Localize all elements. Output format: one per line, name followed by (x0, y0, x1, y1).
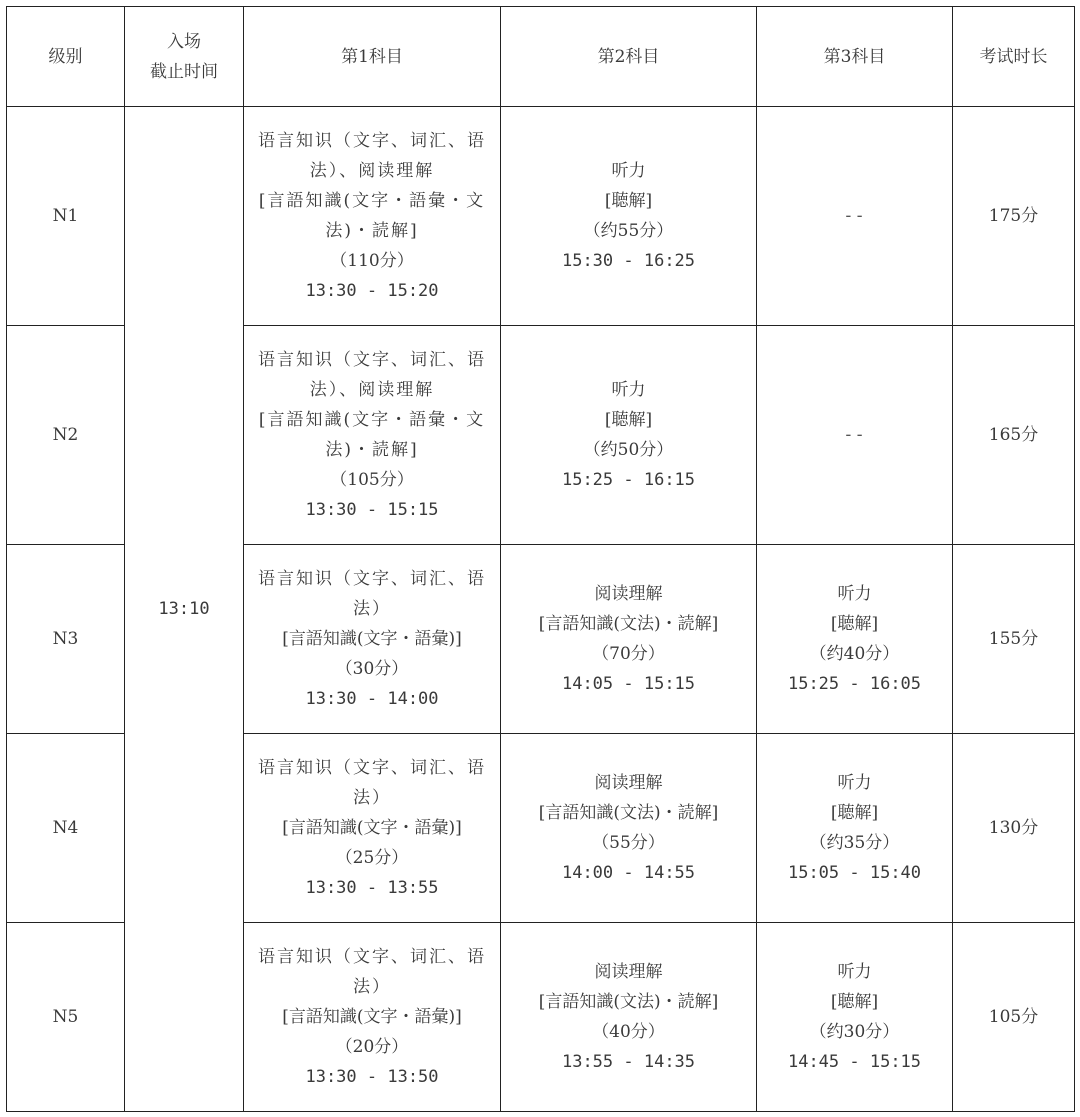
subject1-duration: （110分） (330, 251, 414, 271)
subject1-japanese: [言語知識(文字・語彙)] (282, 1007, 462, 1027)
subject3-japanese: [聴解] (830, 992, 879, 1012)
subject1-duration: （25分） (335, 848, 409, 868)
subject3-cell (757, 734, 953, 923)
subject2-time: 15:25 - 16:15 (561, 470, 696, 490)
total-duration: 175分 (988, 206, 1039, 226)
header-subject1-label: 第1科目 (341, 46, 403, 67)
subject1-time: 13:30 - 15:20 (305, 281, 439, 301)
subject3-duration: （约40分） (809, 644, 900, 664)
subject2-name: 听力 (611, 380, 646, 400)
total-duration: 105分 (988, 1007, 1039, 1027)
total-duration: 130分 (988, 818, 1039, 838)
subject2-japanese: [言語知識(文法)・読解] (538, 614, 719, 634)
subject2-name: 阅读理解 (594, 773, 663, 793)
subject2-duration: （约50分） (583, 440, 674, 460)
header-subject1 (244, 7, 501, 107)
header-row (7, 7, 1075, 107)
subject1-japanese: [言語知識(文字・語彙・文法)・読解] (258, 410, 486, 460)
subject2-duration: （约55分） (583, 221, 674, 241)
subject3-japanese: [聴解] (830, 803, 879, 823)
subject1-cell (244, 545, 501, 734)
subject3-time: 14:45 - 15:15 (787, 1052, 922, 1072)
subject2-cell (501, 923, 757, 1112)
subject2-cell (501, 734, 757, 923)
cutoff-time: 13:10 (158, 599, 210, 619)
subject1-time: 13:30 - 13:50 (305, 1067, 439, 1087)
subject3-name: 听力 (837, 584, 872, 604)
subject2-cell (501, 326, 757, 545)
subject1-cell (244, 923, 501, 1112)
header-subject3-label: 第3科目 (823, 46, 886, 67)
header-cutoff-line1: 入场 (167, 31, 201, 52)
total-cell (953, 326, 1075, 545)
header-subject2 (501, 7, 757, 107)
subject2-name: 阅读理解 (594, 962, 663, 982)
total-cell (953, 923, 1075, 1112)
subject2-name: 听力 (611, 161, 646, 181)
header-cutoff-line2: 截止时间 (150, 61, 218, 82)
subject3-japanese: [聴解] (830, 614, 879, 634)
header-total (953, 7, 1075, 107)
subject3-duration: （约35分） (809, 833, 900, 853)
subject3-duration: （约30分） (809, 1022, 900, 1042)
subject3-time: 15:05 - 15:40 (787, 863, 922, 883)
level-cell (7, 923, 125, 1112)
subject2-cell (501, 107, 757, 326)
subject3-time: 15:25 - 16:05 (787, 674, 922, 694)
subject2-japanese: [聴解] (604, 191, 653, 211)
header-subject3 (757, 7, 953, 107)
subject2-name: 阅读理解 (594, 584, 663, 604)
subject1-duration: （30分） (335, 659, 409, 679)
subject2-duration: （55分） (592, 833, 665, 853)
header-subject2-label: 第2科目 (597, 46, 660, 67)
level-cell (7, 326, 125, 545)
table-row (7, 107, 1075, 326)
level-cell (7, 545, 125, 734)
level-label: N5 (52, 1007, 79, 1027)
cutoff-cell (125, 107, 244, 1112)
subject3-cell (757, 923, 953, 1112)
level-label: N2 (52, 425, 79, 445)
total-duration: 165分 (988, 425, 1039, 445)
level-label: N4 (52, 818, 79, 838)
subject2-time: 14:05 - 15:15 (561, 674, 696, 694)
subject1-name: 语言知识（文字、词汇、语法）、阅读理解 (258, 350, 486, 400)
subject1-duration: （105分） (330, 470, 414, 490)
subject1-name: 语言知识（文字、词汇、语法） (258, 947, 486, 997)
subject1-cell (244, 734, 501, 923)
subject2-japanese: [言語知識(文法)・読解] (538, 992, 719, 1012)
subject1-cell (244, 326, 501, 545)
subject3-cell (757, 107, 953, 326)
subject3-cell (757, 326, 953, 545)
subject3-name: 听力 (837, 773, 872, 793)
subject3-empty: -- (843, 425, 866, 445)
level-label: N3 (52, 629, 79, 649)
subject2-japanese: [聴解] (604, 410, 653, 430)
subject2-time: 15:30 - 16:25 (561, 251, 696, 271)
subject1-time: 13:30 - 14:00 (305, 689, 439, 709)
level-cell (7, 734, 125, 923)
subject1-time: 13:30 - 15:15 (305, 500, 439, 520)
subject1-name: 语言知识（文字、词汇、语法） (258, 758, 486, 808)
subject2-cell (501, 545, 757, 734)
subject2-time: 14:00 - 14:55 (561, 863, 696, 883)
level-cell (7, 107, 125, 326)
subject2-duration: （40分） (592, 1022, 665, 1042)
header-total-label: 考试时长 (979, 46, 1048, 67)
subject3-name: 听力 (837, 962, 872, 982)
subject1-japanese: [言語知識(文字・語彙)] (282, 629, 462, 649)
total-cell (953, 107, 1075, 326)
subject2-japanese: [言語知識(文法)・読解] (538, 803, 719, 823)
total-cell (953, 545, 1075, 734)
subject2-duration: （70分） (592, 644, 665, 664)
header-level (7, 7, 125, 107)
subject1-name: 语言知识（文字、词汇、语法）、阅读理解 (258, 131, 486, 181)
header-cutoff (125, 7, 244, 107)
total-duration: 155分 (988, 629, 1039, 649)
subject3-empty: -- (843, 206, 866, 226)
subject1-japanese: [言語知識(文字・語彙)] (282, 818, 462, 838)
subject1-duration: （20分） (335, 1037, 409, 1057)
subject1-time: 13:30 - 13:55 (305, 878, 439, 898)
level-label: N1 (52, 206, 79, 226)
subject1-japanese: [言語知識(文字・語彙・文法)・読解] (258, 191, 486, 241)
subject1-name: 语言知识（文字、词汇、语法） (258, 569, 486, 619)
total-cell (953, 734, 1075, 923)
subject1-cell (244, 107, 501, 326)
header-level-label: 级别 (48, 46, 83, 67)
subject3-cell (757, 545, 953, 734)
exam-schedule-table (6, 6, 1075, 1112)
subject2-time: 13:55 - 14:35 (561, 1052, 696, 1072)
